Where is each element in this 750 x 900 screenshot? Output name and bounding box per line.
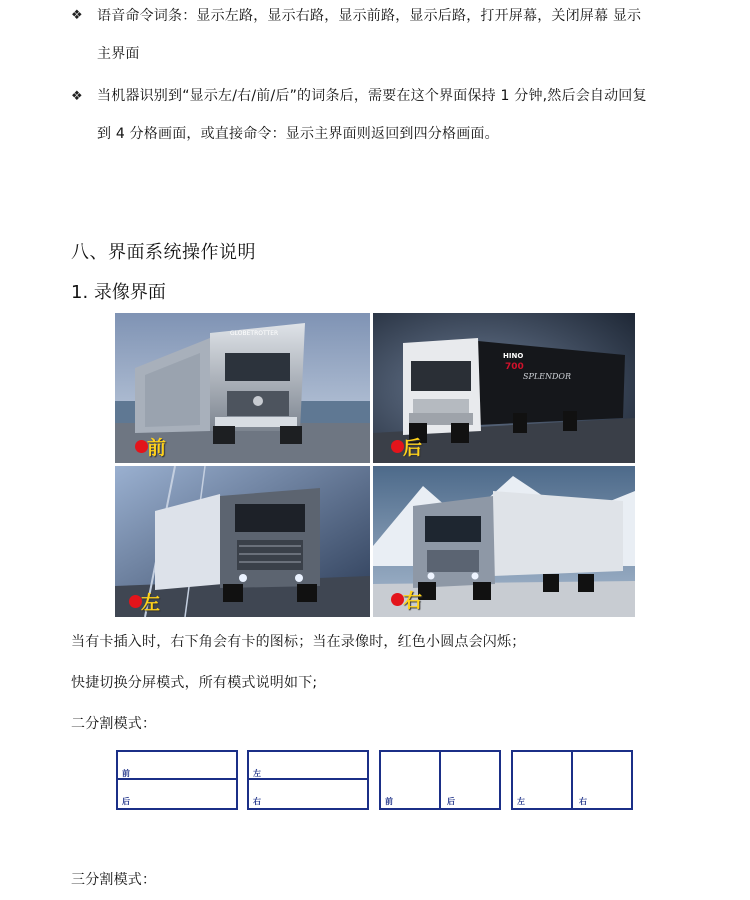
left-label: 左 — [141, 592, 161, 614]
recognition-text: 当机器识别到“显示左/右/前/后”的词条后，需要在这个界面保持 1 分钟,然后会自动回复 — [97, 88, 647, 104]
truck-series-text: SPLENDOR — [523, 372, 572, 381]
truck-badge-text: GLOBETROTTER — [230, 330, 279, 337]
recognition-text-cont: 到 4 分格画面，或直接命令：显示主界面则返回到四分格画面。 — [97, 126, 499, 142]
front-label: 前 — [147, 437, 167, 459]
split-cell-label: 右 — [253, 797, 261, 806]
split-cell-label: 后 — [122, 797, 130, 806]
subsection-heading: 1. 录像界面 — [71, 282, 166, 303]
split-cell-label: 左 — [517, 797, 525, 806]
split-cell-label: 后 — [447, 797, 455, 806]
three-split-heading: 三分割模式： — [71, 872, 157, 888]
voice-commands-text-cont: 主界面 — [97, 46, 140, 62]
truck-brand-text: HINO — [503, 352, 524, 360]
two-split-diagram-vertical-front-back — [379, 750, 501, 810]
bullet-icon: ❖ — [71, 89, 83, 104]
bullet-icon: ❖ — [71, 8, 83, 23]
two-split-heading: 二分割模式： — [71, 716, 157, 732]
front-camera-panel — [115, 313, 370, 463]
split-cell-label: 左 — [253, 769, 261, 778]
two-split-diagram-horizontal-front-back — [116, 750, 238, 810]
left-camera-panel — [115, 466, 370, 617]
section-heading: 八、界面系统操作说明 — [71, 242, 256, 263]
two-split-diagram-horizontal-left-right — [247, 750, 369, 810]
right-label: 右 — [403, 590, 423, 612]
quad-view-image — [115, 313, 635, 617]
split-mode-intro: 快捷切换分屏模式，所有模式说明如下; — [71, 675, 318, 691]
split-cell-label: 右 — [579, 797, 587, 806]
truck-model-text: 700 — [505, 362, 524, 372]
back-camera-panel — [373, 313, 635, 463]
right-camera-panel — [373, 466, 635, 617]
split-cell-label: 前 — [122, 769, 130, 778]
voice-commands-text: 语音命令词条：显示左路，显示右路，显示前路，显示后路，打开屏幕，关闭屏幕 显示 — [97, 8, 642, 24]
back-label: 后 — [403, 437, 423, 459]
card-recording-note: 当有卡插入时，右下角会有卡的图标；当在录像时，红色小圆点会闪烁； — [71, 634, 526, 650]
split-cell-label: 前 — [385, 797, 393, 806]
two-split-diagram-vertical-left-right — [511, 750, 633, 810]
